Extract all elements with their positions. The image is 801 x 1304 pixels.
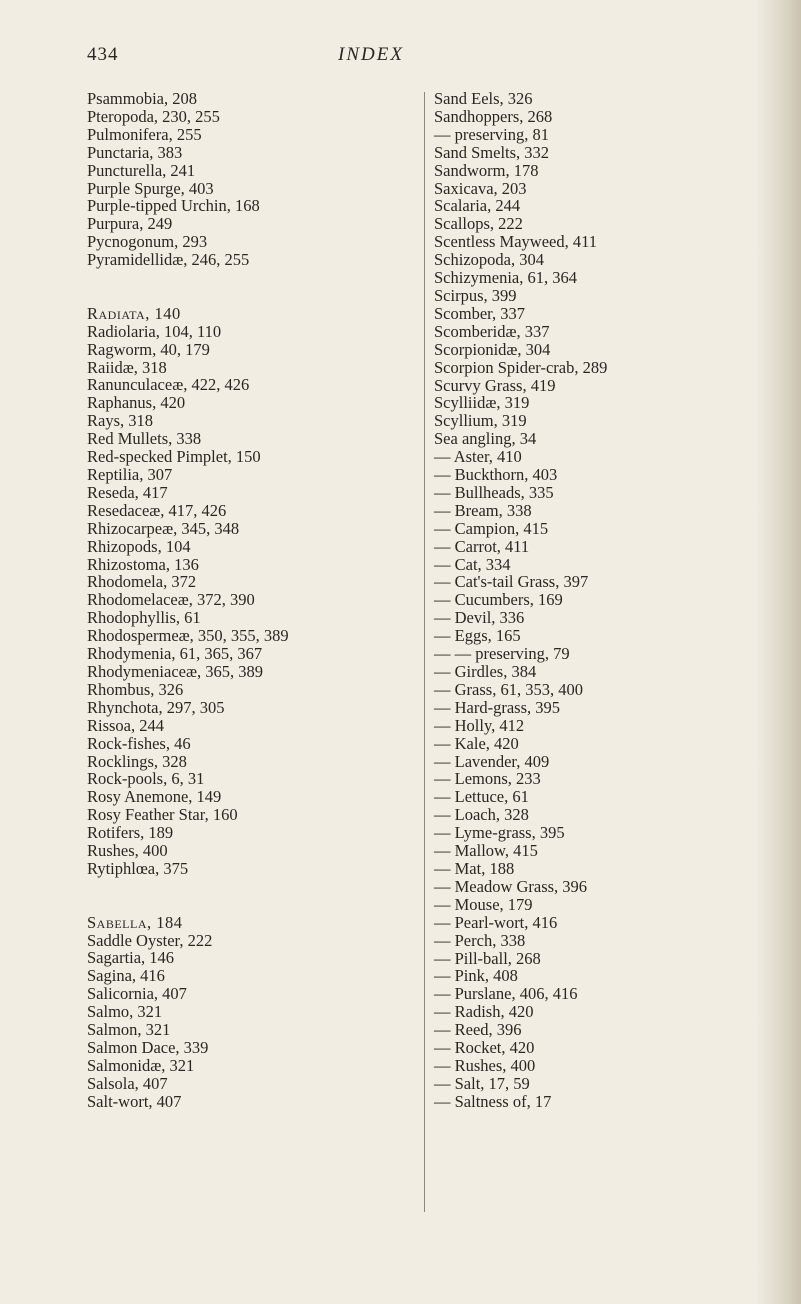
index-entry: Scallops, 222	[434, 214, 523, 234]
index-entry: Rhynchota, 297, 305	[87, 697, 225, 717]
index-entry: — preserving, 81	[434, 124, 550, 144]
index-entry: Rhodomelaceæ, 372, 390	[87, 590, 255, 610]
index-entry: Rhizopods, 104	[87, 536, 191, 556]
index-entry: Rocklings, 328	[87, 751, 187, 771]
index-group-r	[87, 305, 407, 878]
index-entry: Rytiphlœa, 375	[87, 858, 189, 878]
index-entry: — Rushes, 400	[434, 1055, 536, 1075]
index-entry: Rushes, 400	[87, 841, 168, 861]
index-entry: Rhombus, 326	[87, 679, 184, 699]
index-entry: — Rocket, 420	[434, 1038, 535, 1058]
index-entry: Scorpion Spider-crab, 289	[434, 357, 608, 377]
index-entry: — Mouse, 179	[434, 894, 533, 914]
index-entry: Ranunculaceæ, 422, 426	[87, 375, 250, 395]
index-entry: Saxicava, 203	[434, 178, 527, 198]
index-entry: — Reed, 396	[434, 1020, 522, 1040]
right-index-column	[434, 90, 774, 1111]
index-entry: Punctaria, 383	[87, 142, 183, 162]
index-entry: Scylliidæ, 319	[434, 393, 530, 413]
index-entry: Rotifers, 189	[87, 823, 174, 843]
index-entry: Rhodophyllis, 61	[87, 608, 201, 628]
index-entry: — Pink, 408	[434, 966, 518, 986]
index-entry: — Lemons, 233	[434, 769, 541, 789]
index-entry: — Mallow, 415	[434, 841, 538, 861]
index-entry: Raiidæ, 318	[87, 357, 167, 377]
index-entry: Rock-pools, 6, 31	[87, 769, 205, 789]
index-group-s	[87, 914, 407, 1111]
index-entry: Rhodymenia, 61, 365, 367	[87, 644, 263, 664]
index-entry: Resedaceæ, 417, 426	[87, 500, 227, 520]
index-entry: — Radish, 420	[434, 1002, 534, 1022]
index-entry: Rhodymeniaceæ, 365, 389	[87, 661, 263, 681]
index-entry: Salt-wort, 407	[87, 1091, 182, 1111]
index-entry: — — preserving, 79	[434, 644, 570, 664]
running-head: INDEX	[338, 44, 404, 65]
index-entry: Sand Eels, 326	[434, 89, 533, 108]
index-entry: Rhizocarpeæ, 345, 348	[87, 518, 240, 538]
page-number: 434	[87, 44, 119, 65]
index-entry: Purple-tipped Urchin, 168	[87, 196, 260, 216]
index-entry: Scirpus, 399	[434, 285, 517, 305]
index-entry: — Cucumbers, 169	[434, 590, 563, 610]
index-entry: — Holly, 412	[434, 715, 525, 735]
index-entry: Rhizostoma, 136	[87, 554, 199, 574]
group-gap	[87, 878, 407, 914]
index-entry: — Aster, 410	[434, 447, 522, 467]
index-entry: Rhodomela, 372	[87, 572, 197, 592]
index-entry: — Buckthorn, 403	[434, 465, 558, 485]
index-entry: Schizopoda, 304	[434, 250, 544, 270]
index-entry: Salsola, 407	[87, 1073, 168, 1093]
index-entry: Sea angling, 34	[434, 429, 537, 449]
group-gap	[87, 269, 407, 305]
index-entry: Sand Smelts, 332	[434, 142, 550, 162]
index-entry: — Pill-ball, 268	[434, 948, 541, 968]
index-entry: Purpura, 249	[87, 214, 173, 234]
index-entry: — Saltness of, 17	[434, 1091, 552, 1111]
index-entry: Scorpionidæ, 304	[434, 339, 551, 359]
index-entry: — Salt, 17, 59	[434, 1073, 530, 1093]
index-entry: Salmo, 321	[87, 1002, 163, 1022]
index-entry: Sandworm, 178	[434, 160, 539, 180]
index-entry: Rosy Anemone, 149	[87, 787, 222, 807]
index-entry: — Mat, 188	[434, 858, 515, 878]
index-entry: Psammobia, 208	[87, 89, 197, 108]
index-entry: Salmonidæ, 321	[87, 1055, 195, 1075]
index-entry: Purple Spurge, 403	[87, 178, 214, 198]
index-entry: Pycnogonum, 293	[87, 232, 208, 252]
index-entry: Radiata, 140	[87, 303, 181, 323]
index-entry: Scyllium, 319	[434, 411, 527, 431]
index-entry: — Eggs, 165	[434, 626, 521, 646]
index-entry: Sagina, 416	[87, 966, 165, 986]
index-entry: Red Mullets, 338	[87, 429, 202, 449]
index-entry: Sandhoppers, 268	[434, 106, 553, 126]
index-entry: Scalaria, 244	[434, 196, 521, 216]
index-entry: Salmon Dace, 339	[87, 1038, 209, 1057]
index-entry: — Hard-grass, 395	[434, 697, 561, 717]
index-entry: Reseda, 417	[87, 482, 168, 502]
index-entry: — Bullheads, 335	[434, 482, 554, 502]
index-entry: Scomber, 337	[434, 303, 525, 323]
index-entry: Rays, 318	[87, 411, 153, 431]
index-entry: Sabella, 184	[87, 912, 183, 932]
index-entry: — Perch, 338	[434, 930, 526, 950]
index-entry: Rock-fishes, 46	[87, 733, 191, 753]
index-entry: — Carrot, 411	[434, 536, 530, 556]
index-entry: Pteropoda, 230, 255	[87, 106, 220, 126]
index-group-p	[87, 90, 407, 269]
index-entry: — Lettuce, 61	[434, 787, 529, 807]
index-entry: Sagartia, 146	[87, 948, 175, 968]
index-entry: Salmon, 321	[87, 1020, 171, 1040]
index-entry: — Cat's-tail Grass, 397	[434, 572, 589, 592]
index-entry: Scentless Mayweed, 411	[434, 232, 597, 252]
index-entry: — Lyme-grass, 395	[434, 823, 565, 843]
index-entry: Scurvy Grass, 419	[434, 375, 556, 395]
index-entry: Radiolaria, 104, 110	[87, 321, 222, 341]
index-entry: — Girdles, 384	[434, 662, 537, 681]
index-entry: — Grass, 61, 353, 400	[434, 679, 583, 699]
index-entry: Rosy Feather Star, 160	[87, 805, 238, 825]
column-divider	[424, 92, 425, 1212]
index-entry: — Devil, 336	[434, 608, 525, 628]
index-entry: Ragworm, 40, 179	[87, 339, 210, 359]
index-entry: — Loach, 328	[434, 805, 529, 825]
index-entry: — Meadow Grass, 396	[434, 876, 588, 896]
index-entry: — Purslane, 406, 416	[434, 984, 578, 1004]
index-entry: Reptilia, 307	[87, 465, 173, 485]
index-entry: Pulmonifera, 255	[87, 124, 202, 144]
index-entry: — Bream, 338	[434, 500, 532, 520]
index-entry: — Campion, 415	[434, 518, 549, 538]
index-entry: Rissoa, 244	[87, 715, 165, 735]
index-entry: Raphanus, 420	[87, 393, 186, 413]
index-entry: — Pearl-wort, 416	[434, 912, 558, 932]
index-entry: Rhodospermeæ, 350, 355, 389	[87, 626, 289, 646]
index-entry: Schizymenia, 61, 364	[434, 268, 577, 288]
index-entry: Puncturella, 241	[87, 160, 196, 180]
index-entry: — Lavender, 409	[434, 751, 550, 771]
left-index-column	[87, 90, 407, 1111]
index-entry: Salicornia, 407	[87, 984, 187, 1004]
index-entry: — Kale, 420	[434, 733, 519, 753]
index-entry: Saddle Oyster, 222	[87, 930, 213, 950]
index-entry: Pyramidellidæ, 246, 255	[87, 250, 250, 270]
index-entry: — Cat, 334	[434, 554, 511, 574]
index-entry: Scomberidæ, 337	[434, 321, 550, 341]
index-entry: Red-specked Pimplet, 150	[87, 447, 261, 467]
